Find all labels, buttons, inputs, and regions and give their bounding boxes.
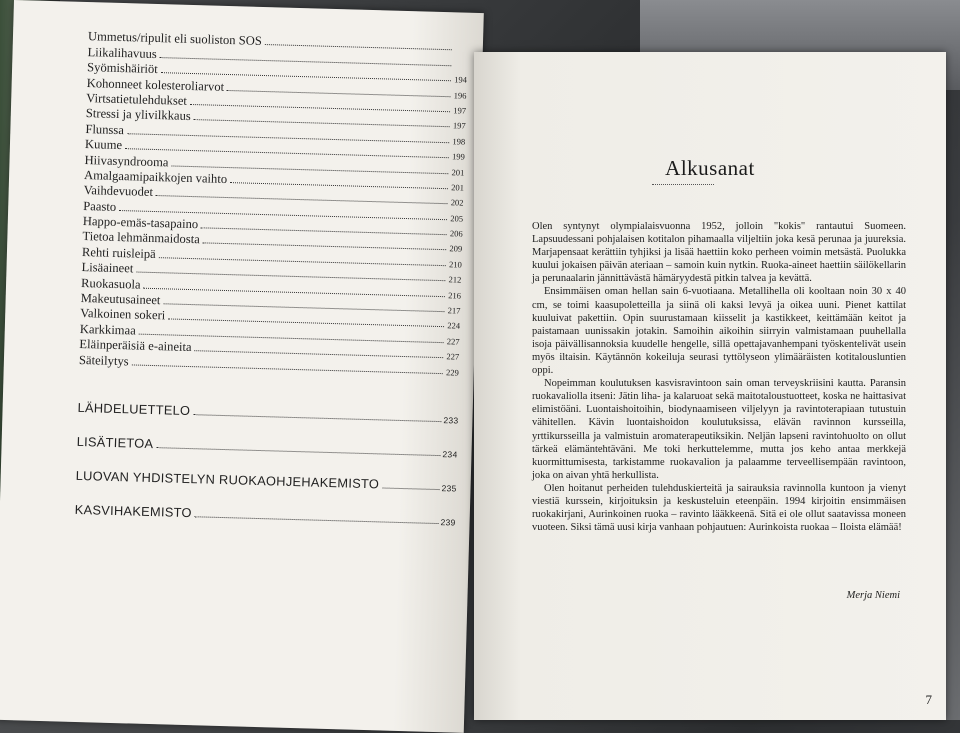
toc-entry-page: 224 <box>446 321 460 331</box>
toc-entry-page: 217 <box>446 305 460 315</box>
toc-entry-title: LÄHDELUETTELO <box>77 401 190 418</box>
page-heading: Alkusanat <box>474 156 946 181</box>
toc-entry-title: Flunssa <box>85 122 124 137</box>
toc-entry-title: Lisäaineet <box>81 260 133 275</box>
toc-entry-title: Liikalihavuus <box>87 45 157 61</box>
toc-leader-dots <box>195 516 439 524</box>
toc-entry-title: LUOVAN YHDISTELYN RUOKAOHJEHAKEMISTO <box>76 469 380 491</box>
toc-main-entries <box>75 381 459 528</box>
toc-entry-title: Valkoinen sokeri <box>80 306 165 322</box>
toc-entry-page: 233 <box>443 415 457 425</box>
toc-entry-title: Ruokasuola <box>81 276 141 292</box>
toc-entry-title: KASVIHAKEMISTO <box>75 502 192 519</box>
toc-entry-page: 227 <box>446 336 460 346</box>
author-signature: Merja Niemi <box>847 590 900 601</box>
toc-entry-page: 209 <box>448 244 462 254</box>
right-page <box>474 52 946 720</box>
toc-entry-page: 197 <box>452 105 466 115</box>
toc-entry-title: Tietoa lehmänmaidosta <box>82 229 200 246</box>
paragraph: Nopeimman koulutuksen kasvisravintoon sain oman terveyskriisini kautta. Paransin ruokavaliolla itseni: Jätin liha- ja kalaruoat sekä maitotaloustuotteet, koska ne haittasivat elimistöäni. Luontaishoitoihin, biodynaamiseen viljelyyn ja ravintoterapiaan tutustuin vähitellen. Kävin luontaishoidon koulutuksissa, elävän ravinnon kursseilla, yrttikursseilla ja valmistuin aromaterapeutiksikin. Neljän lapseni ravintohuolto on ollut tärkeä elämäntehtäväni. Me toki herkuttelemme, mutta jos keho antaa merkkejä kuormittumisesta, tarkistamme ruokavalion ja palaamme terveellisempään ravintoon, joka on aivan yhtä herkullista. <box>532 377 906 482</box>
toc-entry-page: 197 <box>452 121 466 131</box>
toc-entry-page: 201 <box>450 167 464 177</box>
toc-entry-title: Stressi ja ylivilkkaus <box>86 106 191 123</box>
toc-leader-dots <box>382 487 439 490</box>
toc-entry-page: 229 <box>445 367 459 377</box>
toc-entry-page: 227 <box>445 351 459 361</box>
toc-entry-page: 205 <box>449 213 463 223</box>
paragraph: Olen hoitanut perheiden tulehduskierteitä ja sairauksia ravinnolla kuntoon ja vienyt viestiä kurssein, kirjoituksin ja keskusteluin eteenpäin. 1994 kirjoitin ensimmäisen ruokakirjani, Aurinkoinen ruoka – ravinto lääkkeenä. Sitä ei ole ollut saatavissa moneen vuoteen. Siksi tämä uusi kirja vanhaan pohjautuen: Aurinkoista ruokaa – Iloista elämää! <box>532 482 906 534</box>
toc-entry-title: Rehti ruisleipä <box>82 245 156 261</box>
toc-entry-page: 202 <box>449 198 463 208</box>
toc-entry-page: 199 <box>451 151 465 161</box>
toc-entry-page: 210 <box>448 259 462 269</box>
heading-ornament <box>652 184 714 185</box>
table-of-contents <box>75 28 468 527</box>
toc-entry-title: Makeutusaineet <box>81 291 161 307</box>
toc-entry-title: Hiivasyndrooma <box>84 153 168 169</box>
toc-entry-page: 196 <box>452 90 466 100</box>
toc-entry-title: Syömishäiriöt <box>87 60 158 76</box>
preface-text <box>532 220 906 534</box>
toc-entry-title: Kuume <box>85 137 122 152</box>
toc-entry-title: Happo-emäs-tasapaino <box>83 214 199 231</box>
paragraph: Ensimmäisen oman hellan sain 6-vuotiaana. Metallihella oli kooltaan noin 30 x 40 cm, se toimi kaasupoletteilla ja siinä oli kaksi levyä ja oikea uuni. Pienet kattilat kuuluivat pakettiin. Opin suurustamaan kiisselit ja kastikkeet, keittämään keitot ja paistamaan uunissakin jotakin. Samoihin aikoihin siirryin valmistamaan puuhellalla isoja päivällisannoksia kuudelle hengelle, sillä opettajavanhempani työskentelivät usein myös iltaisin. Käytännön kokeiluja seurasi tyttölyseon ylimääräisten kotitalousluntien oppi. <box>532 285 906 377</box>
toc-entry-page: 198 <box>451 136 465 146</box>
toc-entry-title: Paasto <box>83 199 116 214</box>
toc-entry-title: Kohonneet kolesteroliarvot <box>87 76 225 94</box>
toc-entry-title: Vaihdevuodet <box>84 183 154 199</box>
toc-entry-page: 194 <box>453 74 467 84</box>
toc-entry-title: Säteilytys <box>79 353 129 368</box>
toc-entry-page: 234 <box>442 449 456 459</box>
toc-entry-page: 206 <box>449 228 463 238</box>
toc-entry-page: 239 <box>440 517 454 527</box>
toc-entry-page: 216 <box>447 290 461 300</box>
paragraph: Olen syntynyt olympialaisvuonna 1952, jolloin "kokis" rantautui Suomeen. Lapsuudessani pohjalaisen kotitalon pihamaalla viljeltiin joka kesä perunaa ja juureksia. Marjapensaat kerättiin tyhjiksi ja lisää haettiin koko perheen voimin metsästä. Puolukka kuului jokaisen päivän ateriaan – samoin kuin nytkin. Ruoka-aineet haettiin säilökellarin ja perunaalarin jännittävästä hämäryydestä pitkin talvea ja kevättä. <box>532 220 906 285</box>
toc-entry-title: Virtsatietulehdukset <box>86 91 187 108</box>
toc-entry-page: 212 <box>447 274 461 284</box>
toc-entry-page: 235 <box>441 483 455 493</box>
toc-entry-title: Amalgaamipaikkojen vaihto <box>84 168 227 186</box>
toc-entry-page: 201 <box>450 182 464 192</box>
toc-entry-title: LISÄTIETOA <box>77 435 154 451</box>
toc-subentries <box>79 28 468 377</box>
toc-entry-title: Ummetus/ripulit eli suoliston SOS <box>88 29 262 48</box>
toc-leader-dots <box>132 364 443 374</box>
page-number: 7 <box>926 692 933 708</box>
toc-entry-title: Eläinperäisiä e-aineita <box>79 337 192 354</box>
toc-entry-title: Karkkimaa <box>80 322 136 338</box>
